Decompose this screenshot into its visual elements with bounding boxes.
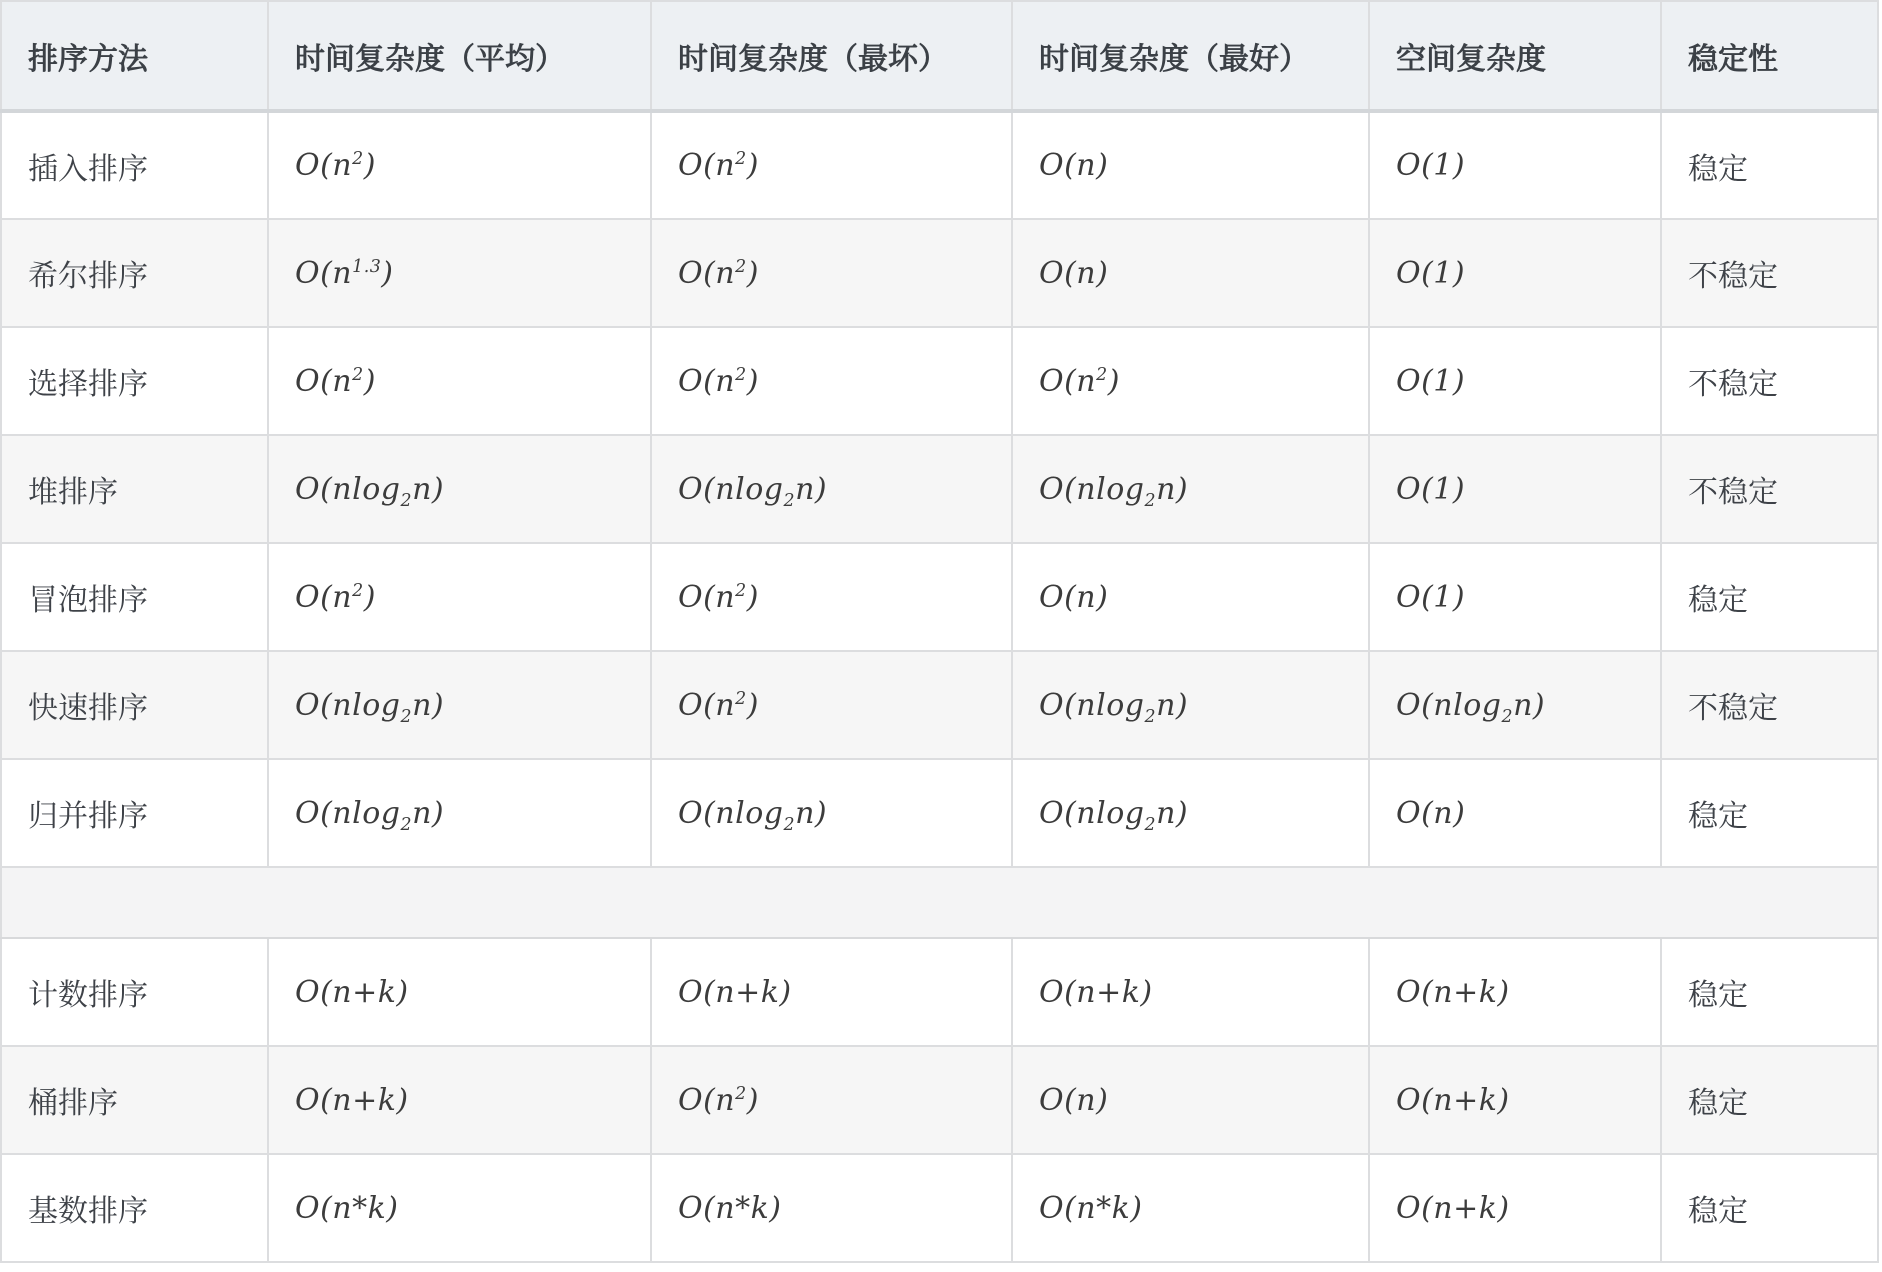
cell-worst-complexity: O(n+k) — [651, 938, 1012, 1046]
cell-method: 快速排序 — [1, 651, 268, 759]
cell-stability: 稳定 — [1661, 1154, 1878, 1262]
table-row-counting-sort — [1, 938, 1878, 1046]
column-header-avg-time: 时间复杂度（平均） — [268, 1, 651, 111]
cell-avg-complexity: O(n+k) — [268, 938, 651, 1046]
column-header-method: 排序方法 — [1, 1, 268, 111]
column-header-space: 空间复杂度 — [1369, 1, 1661, 111]
cell-method: 桶排序 — [1, 1046, 268, 1154]
cell-avg-complexity: O(n*k) — [268, 1154, 651, 1262]
cell-worst-complexity: O(n*k) — [651, 1154, 1012, 1262]
cell-method: 插入排序 — [1, 111, 268, 219]
cell-best-complexity: O(n) — [1012, 111, 1369, 219]
cell-worst-complexity: $O(n^2)$ — [651, 219, 1012, 327]
table-row-bubble-sort — [1, 543, 1878, 651]
table-row-radix-sort — [1, 1154, 1878, 1262]
cell-method: 冒泡排序 — [1, 543, 268, 651]
cell-method: 归并排序 — [1, 759, 268, 867]
cell-space-complexity: O(1) — [1369, 111, 1661, 219]
table-row-selection-sort — [1, 327, 1878, 435]
cell-stability: 不稳定 — [1661, 435, 1878, 543]
column-header-best-time: 时间复杂度（最好） — [1012, 1, 1369, 111]
table-row-heap-sort — [1, 435, 1878, 543]
cell-stability: 稳定 — [1661, 938, 1878, 1046]
cell-stability: 稳定 — [1661, 1046, 1878, 1154]
spacer-row — [1, 867, 1878, 938]
cell-best-complexity: O(nlog$_2$n) — [1012, 759, 1369, 867]
cell-best-complexity: O(n*k) — [1012, 1154, 1369, 1262]
cell-space-complexity: O(1) — [1369, 327, 1661, 435]
header-row — [1, 1, 1878, 111]
cell-avg-complexity: O(nlog$_2$n) — [268, 759, 651, 867]
cell-stability: 稳定 — [1661, 759, 1878, 867]
cell-best-complexity: O(n) — [1012, 543, 1369, 651]
cell-stability: 稳定 — [1661, 111, 1878, 219]
table-body — [1, 111, 1878, 1262]
table-row-bucket-sort — [1, 1046, 1878, 1154]
table-row-merge-sort — [1, 759, 1878, 867]
cell-space-complexity: O(n) — [1369, 759, 1661, 867]
table-row-shell-sort — [1, 219, 1878, 327]
cell-space-complexity: O(n+k) — [1369, 1046, 1661, 1154]
cell-space-complexity: O(n+k) — [1369, 1154, 1661, 1262]
cell-avg-complexity: O(nlog$_2$n) — [268, 651, 651, 759]
table-row-insertion-sort — [1, 111, 1878, 219]
cell-worst-complexity: $O(n^2)$ — [651, 327, 1012, 435]
cell-worst-complexity: $O(n^2)$ — [651, 543, 1012, 651]
cell-method: 选择排序 — [1, 327, 268, 435]
cell-avg-complexity: $O(n^2)$ — [268, 111, 651, 219]
cell-method: 堆排序 — [1, 435, 268, 543]
cell-space-complexity: O(1) — [1369, 435, 1661, 543]
cell-worst-complexity: $O(n^2)$ — [651, 111, 1012, 219]
cell-worst-complexity: O(nlog$_2$n) — [651, 759, 1012, 867]
spacer-cell — [1, 867, 1878, 938]
cell-best-complexity: O(n) — [1012, 219, 1369, 327]
cell-avg-complexity: O(n+k) — [268, 1046, 651, 1154]
cell-best-complexity: O(n+k) — [1012, 938, 1369, 1046]
cell-method: 基数排序 — [1, 1154, 268, 1262]
cell-stability: 不稳定 — [1661, 219, 1878, 327]
cell-best-complexity: O(n) — [1012, 1046, 1369, 1154]
cell-stability: 不稳定 — [1661, 327, 1878, 435]
cell-best-complexity: O(nlog$_2$n) — [1012, 435, 1369, 543]
cell-space-complexity: O(nlog$_2$n) — [1369, 651, 1661, 759]
cell-space-complexity: O(n+k) — [1369, 938, 1661, 1046]
cell-method: 希尔排序 — [1, 219, 268, 327]
column-header-stability: 稳定性 — [1661, 1, 1878, 111]
cell-stability: 不稳定 — [1661, 651, 1878, 759]
cell-avg-complexity: $O(n^2)$ — [268, 327, 651, 435]
cell-avg-complexity: O(nlog$_2$n) — [268, 435, 651, 543]
cell-best-complexity: $O(n^2)$ — [1012, 327, 1369, 435]
cell-stability: 稳定 — [1661, 543, 1878, 651]
cell-worst-complexity: O(nlog$_2$n) — [651, 435, 1012, 543]
table-row-quick-sort — [1, 651, 1878, 759]
cell-best-complexity: O(nlog$_2$n) — [1012, 651, 1369, 759]
cell-avg-complexity: $O(n^2)$ — [268, 543, 651, 651]
cell-space-complexity: O(1) — [1369, 543, 1661, 651]
cell-avg-complexity: $O(n^{1.3})$ — [268, 219, 651, 327]
table-header — [1, 1, 1878, 111]
cell-worst-complexity: $O(n^2)$ — [651, 651, 1012, 759]
cell-worst-complexity: $O(n^2)$ — [651, 1046, 1012, 1154]
column-header-worst-time: 时间复杂度（最坏） — [651, 1, 1012, 111]
cell-method: 计数排序 — [1, 938, 268, 1046]
cell-space-complexity: O(1) — [1369, 219, 1661, 327]
